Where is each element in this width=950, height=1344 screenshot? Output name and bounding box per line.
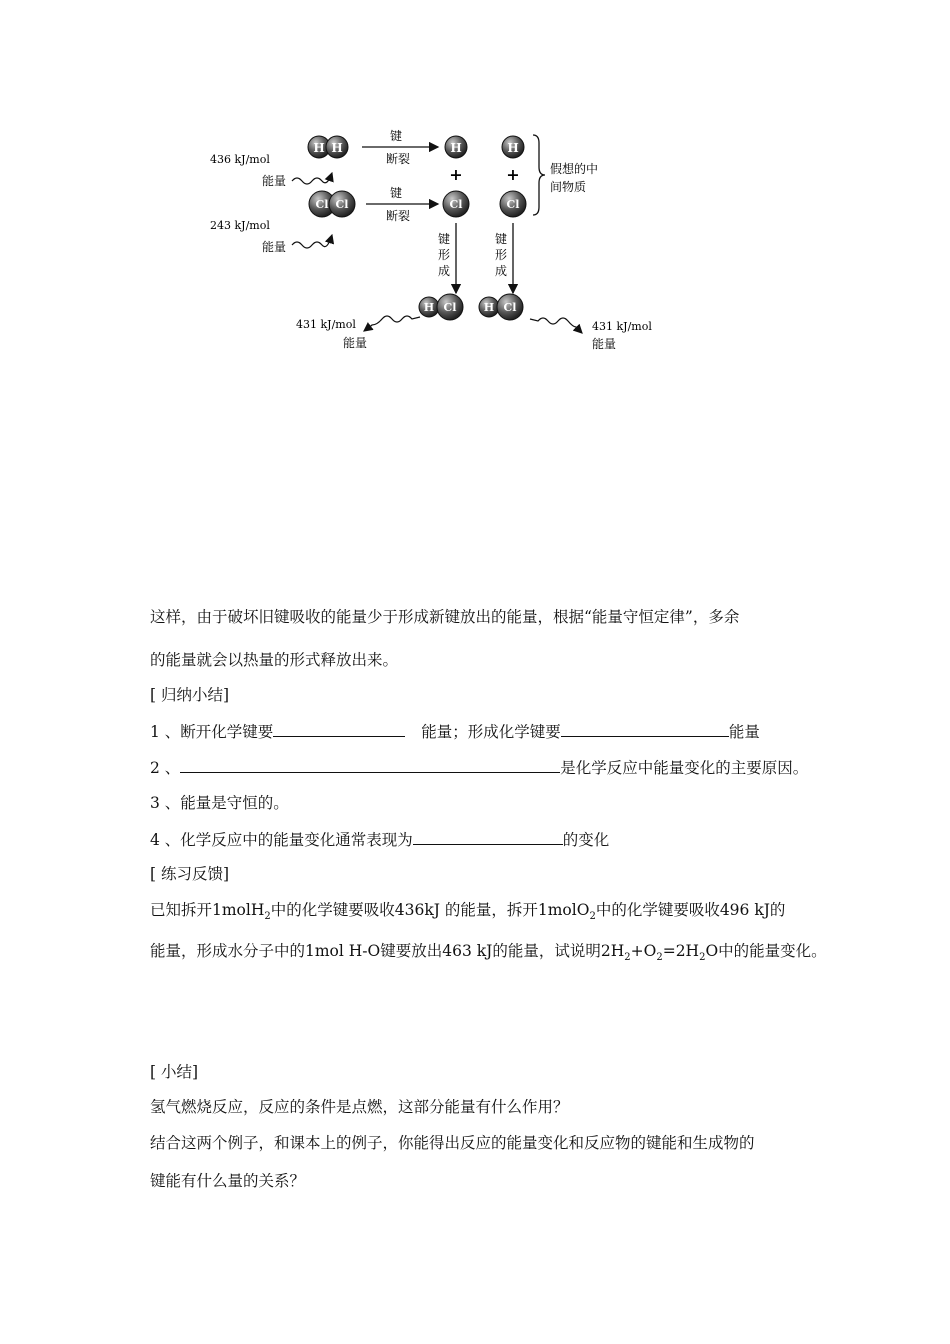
energy-label: 能量 [592,337,617,351]
atom-label-cl: Cl [315,198,329,211]
summary-item-2 [150,757,808,778]
energy-release-wave-right [530,318,582,333]
energy-431-right-label: 431 kJ/mol [592,320,652,333]
item4-part-b: 的变化 [562,831,610,849]
item1-part-a: 1 、断开化学键要 [150,723,274,741]
item4-part-a: 4 、化学反应中的能量变化通常表现为 [150,831,413,849]
intermediate-label-line1: 假想的中 [550,162,599,176]
energy-431-left-label: 431 kJ/mol [296,318,356,331]
bond-label: 键 [389,129,403,143]
break-label: 断裂 [385,209,411,223]
atom-label-cl: Cl [335,198,349,211]
practice1-a: 已知拆开1molH [150,901,265,919]
energy-243-label: 243 kJ/mol [210,219,270,232]
energy-absorb-wave [292,173,332,184]
energy-436-label: 436 kJ/mol [210,153,270,166]
plus-sign: + [449,165,463,184]
form-char: 成 [494,264,508,278]
atom-label-h: H [423,301,435,314]
atom-label-cl: Cl [503,301,517,314]
atom-label-h: H [313,141,325,155]
atom-label-cl: Cl [443,301,457,314]
energy-release-wave-left [364,316,420,331]
summary-heading: [ 归纳小结] [150,686,230,704]
summary-item-4 [150,829,609,850]
hcl-molecule-right [479,294,523,320]
blank-1[interactable] [273,721,405,737]
recap-question-2a: 结合这两个例子，和课本上的例子，你能得出反应的能量变化和反应物的键能和生成物的 [150,1134,755,1152]
hcl-molecule-left [419,294,463,320]
atom-label-h: H [331,141,343,155]
bond-label: 键 [389,186,403,200]
form-char: 键 [494,232,508,246]
subscript: 2 [624,952,631,964]
intermediate-label-line2: 间物质 [550,180,587,194]
summary-item-1 [150,721,760,742]
atom-label-cl: Cl [449,198,463,211]
practice2-b: +O [630,942,657,960]
form-char: 形 [494,248,508,262]
paragraph-2: 的能量就会以热量的形式释放出来。 [150,651,399,669]
item2-part-a: 2 、 [150,759,181,777]
blank-2[interactable] [561,721,729,737]
blank-3[interactable] [180,757,560,773]
practice2-c: =2H [662,942,700,960]
subscript: 2 [264,911,271,923]
summary-item-3: 3 、能量是守恒的。 [150,794,289,812]
plus-sign: + [506,165,520,184]
practice2-d: O中的能量变化。 [705,942,827,960]
bond-energy-diagram [200,125,670,365]
break-label: 断裂 [385,152,411,166]
item2-part-b: 是化学反应中能量变化的主要原因。 [560,759,809,777]
recap-question-2b: 键能有什么量的关系？ [150,1172,306,1190]
practice-line-1 [150,900,785,927]
energy-label: 能量 [262,240,287,254]
item1-part-b: 能量；形成化学键要 [421,723,561,741]
practice1-b: 中的化学键要吸收436kJ 的能量，拆开1molO [270,901,590,919]
atom-label-h: H [483,301,495,314]
practice-line-2 [150,941,827,968]
recap-question-1: 氢气燃烧反应，反应的条件是点燃，这部分能量有什么作用？ [150,1098,569,1116]
item1-part-c: 能量 [728,723,760,741]
subscript: 2 [589,911,596,923]
form-char: 键 [437,232,451,246]
subscript: 2 [699,952,706,964]
atom-label-h: H [450,141,462,155]
intermediate-brace [533,135,545,215]
form-char: 形 [437,248,451,262]
practice2-a: 能量，形成水分子中的1mol H-O键要放出463 kJ的能量，试说明2H [150,942,625,960]
practice-heading: [ 练习反馈] [150,865,230,883]
h2-molecule [308,136,348,158]
blank-4[interactable] [413,829,563,845]
energy-absorb-wave [292,235,332,248]
atom-label-cl: Cl [506,198,520,211]
practice1-c: 中的化学键要吸收496 kJ的 [595,901,786,919]
form-char: 成 [437,264,451,278]
recap-heading: [ 小结] [150,1063,199,1081]
energy-label: 能量 [343,336,368,350]
atom-label-h: H [507,141,519,155]
paragraph-1: 这样，由于破坏旧键吸收的能量少于形成新键放出的能量，根据“能量守恒定律”，多余 [150,608,740,626]
cl2-molecule [309,191,355,217]
subscript: 2 [656,952,663,964]
energy-label: 能量 [262,174,287,188]
